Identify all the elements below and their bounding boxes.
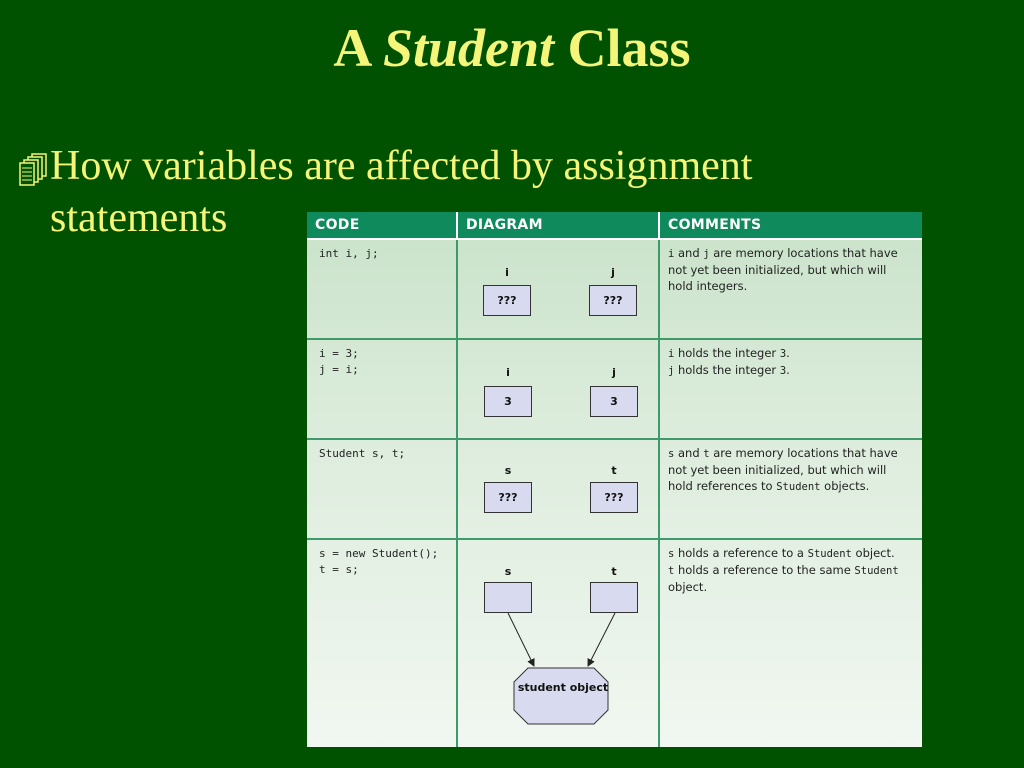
code-cell: [307, 339, 457, 439]
code-cell: [307, 539, 457, 747]
variable-label-s: s: [504, 565, 512, 579]
diagram-cell: [457, 539, 659, 747]
comment-text: [660, 240, 922, 299]
comment-fragment: object.: [668, 580, 708, 595]
comment-fragment: holds the integer: [674, 362, 780, 377]
code-text: int i, j;: [319, 247, 379, 260]
code-text: s = new Student(); t = s;: [319, 547, 439, 577]
table-row: [307, 339, 922, 439]
bullet-text: How variables are affected by assignment statements: [50, 143, 753, 241]
comment-text: [660, 440, 922, 500]
code-diagram-comments-table: [307, 212, 922, 747]
comment-text: [660, 340, 922, 384]
header-diagram: DIAGRAM: [457, 212, 659, 239]
title-emphasis: Student: [382, 18, 555, 78]
comment-fragment: are memory locations that have not yet been initialized, but which will hold references to: [668, 445, 898, 493]
student-object-octagon: [514, 668, 608, 724]
code-token: Student: [807, 548, 852, 561]
variable-box-s: [484, 582, 532, 613]
comment-cell: [659, 439, 922, 540]
comment-cell: [659, 539, 922, 747]
comment-cell: [659, 239, 922, 339]
code-cell: [307, 239, 457, 339]
comment-fragment: .: [786, 362, 790, 377]
table-row: [307, 439, 922, 540]
code-token: t: [668, 565, 675, 578]
code-token: 3: [779, 364, 787, 377]
variable-label-i: i: [506, 365, 510, 379]
code-text: i = 3; j = i;: [319, 346, 359, 376]
assignment-table: [307, 212, 922, 747]
variable-label-t: t: [611, 463, 617, 477]
comment-fragment: and: [674, 445, 704, 460]
code-token: t: [703, 447, 710, 460]
code-token: j: [668, 364, 675, 377]
reference-diagram: [458, 540, 660, 745]
code-text: Student s, t;: [319, 446, 406, 460]
comment-fragment: holds the integer: [674, 345, 780, 360]
code-cell: [307, 439, 457, 540]
variable-box-j: 3: [590, 386, 638, 417]
title-prefix: A: [333, 18, 370, 78]
table-header-row: [307, 212, 922, 239]
comment-fragment: holds a reference to the same: [674, 563, 855, 578]
variable-box-s: ???: [484, 482, 532, 513]
variable-label-j: j: [612, 365, 616, 379]
comment-fragment: holds a reference to a: [674, 546, 808, 561]
reference-arrow-t: [588, 613, 615, 666]
comment-fragment: and: [674, 246, 704, 260]
variable-box-i: 3: [484, 386, 532, 417]
header-comments: COMMENTS: [659, 212, 922, 239]
code-token: s: [668, 447, 675, 460]
comment-fragment: are memory locations that have not yet been initialized, but which will hold integers.: [668, 246, 898, 293]
variable-box-t: ???: [590, 482, 638, 513]
code-token: Student: [776, 480, 821, 493]
comment-cell: [659, 339, 922, 439]
table-row: [307, 539, 922, 747]
code-token: j: [703, 248, 710, 260]
diagram-cell: [457, 339, 659, 439]
header-code: CODE: [307, 212, 457, 239]
stacked-documents-icon: [18, 152, 50, 192]
code-token: i: [668, 347, 675, 360]
variable-label-i: i: [505, 266, 509, 279]
diagram-cell: [457, 439, 659, 540]
code-token: s: [668, 548, 675, 561]
comment-fragment: .: [786, 345, 790, 360]
code-token: i: [668, 248, 675, 260]
table-row: [307, 239, 922, 339]
variable-label-t: t: [611, 565, 617, 579]
code-token: 3: [779, 347, 787, 360]
diagram-cell: [457, 239, 659, 339]
comment-fragment: object.: [851, 546, 895, 561]
variable-label-s: s: [504, 463, 512, 477]
comment-text: [660, 540, 922, 600]
title-suffix: Class: [567, 18, 691, 78]
reference-arrow-s: [508, 613, 534, 666]
variable-box-j: ???: [589, 285, 637, 316]
variable-box-i: ???: [483, 285, 531, 316]
student-object-label: student object: [517, 681, 609, 695]
variable-box-t: [590, 582, 638, 613]
variable-label-j: j: [611, 266, 615, 279]
code-token: Student: [854, 565, 899, 578]
slide-title: [0, 12, 1024, 84]
comment-fragment: objects.: [820, 478, 870, 493]
